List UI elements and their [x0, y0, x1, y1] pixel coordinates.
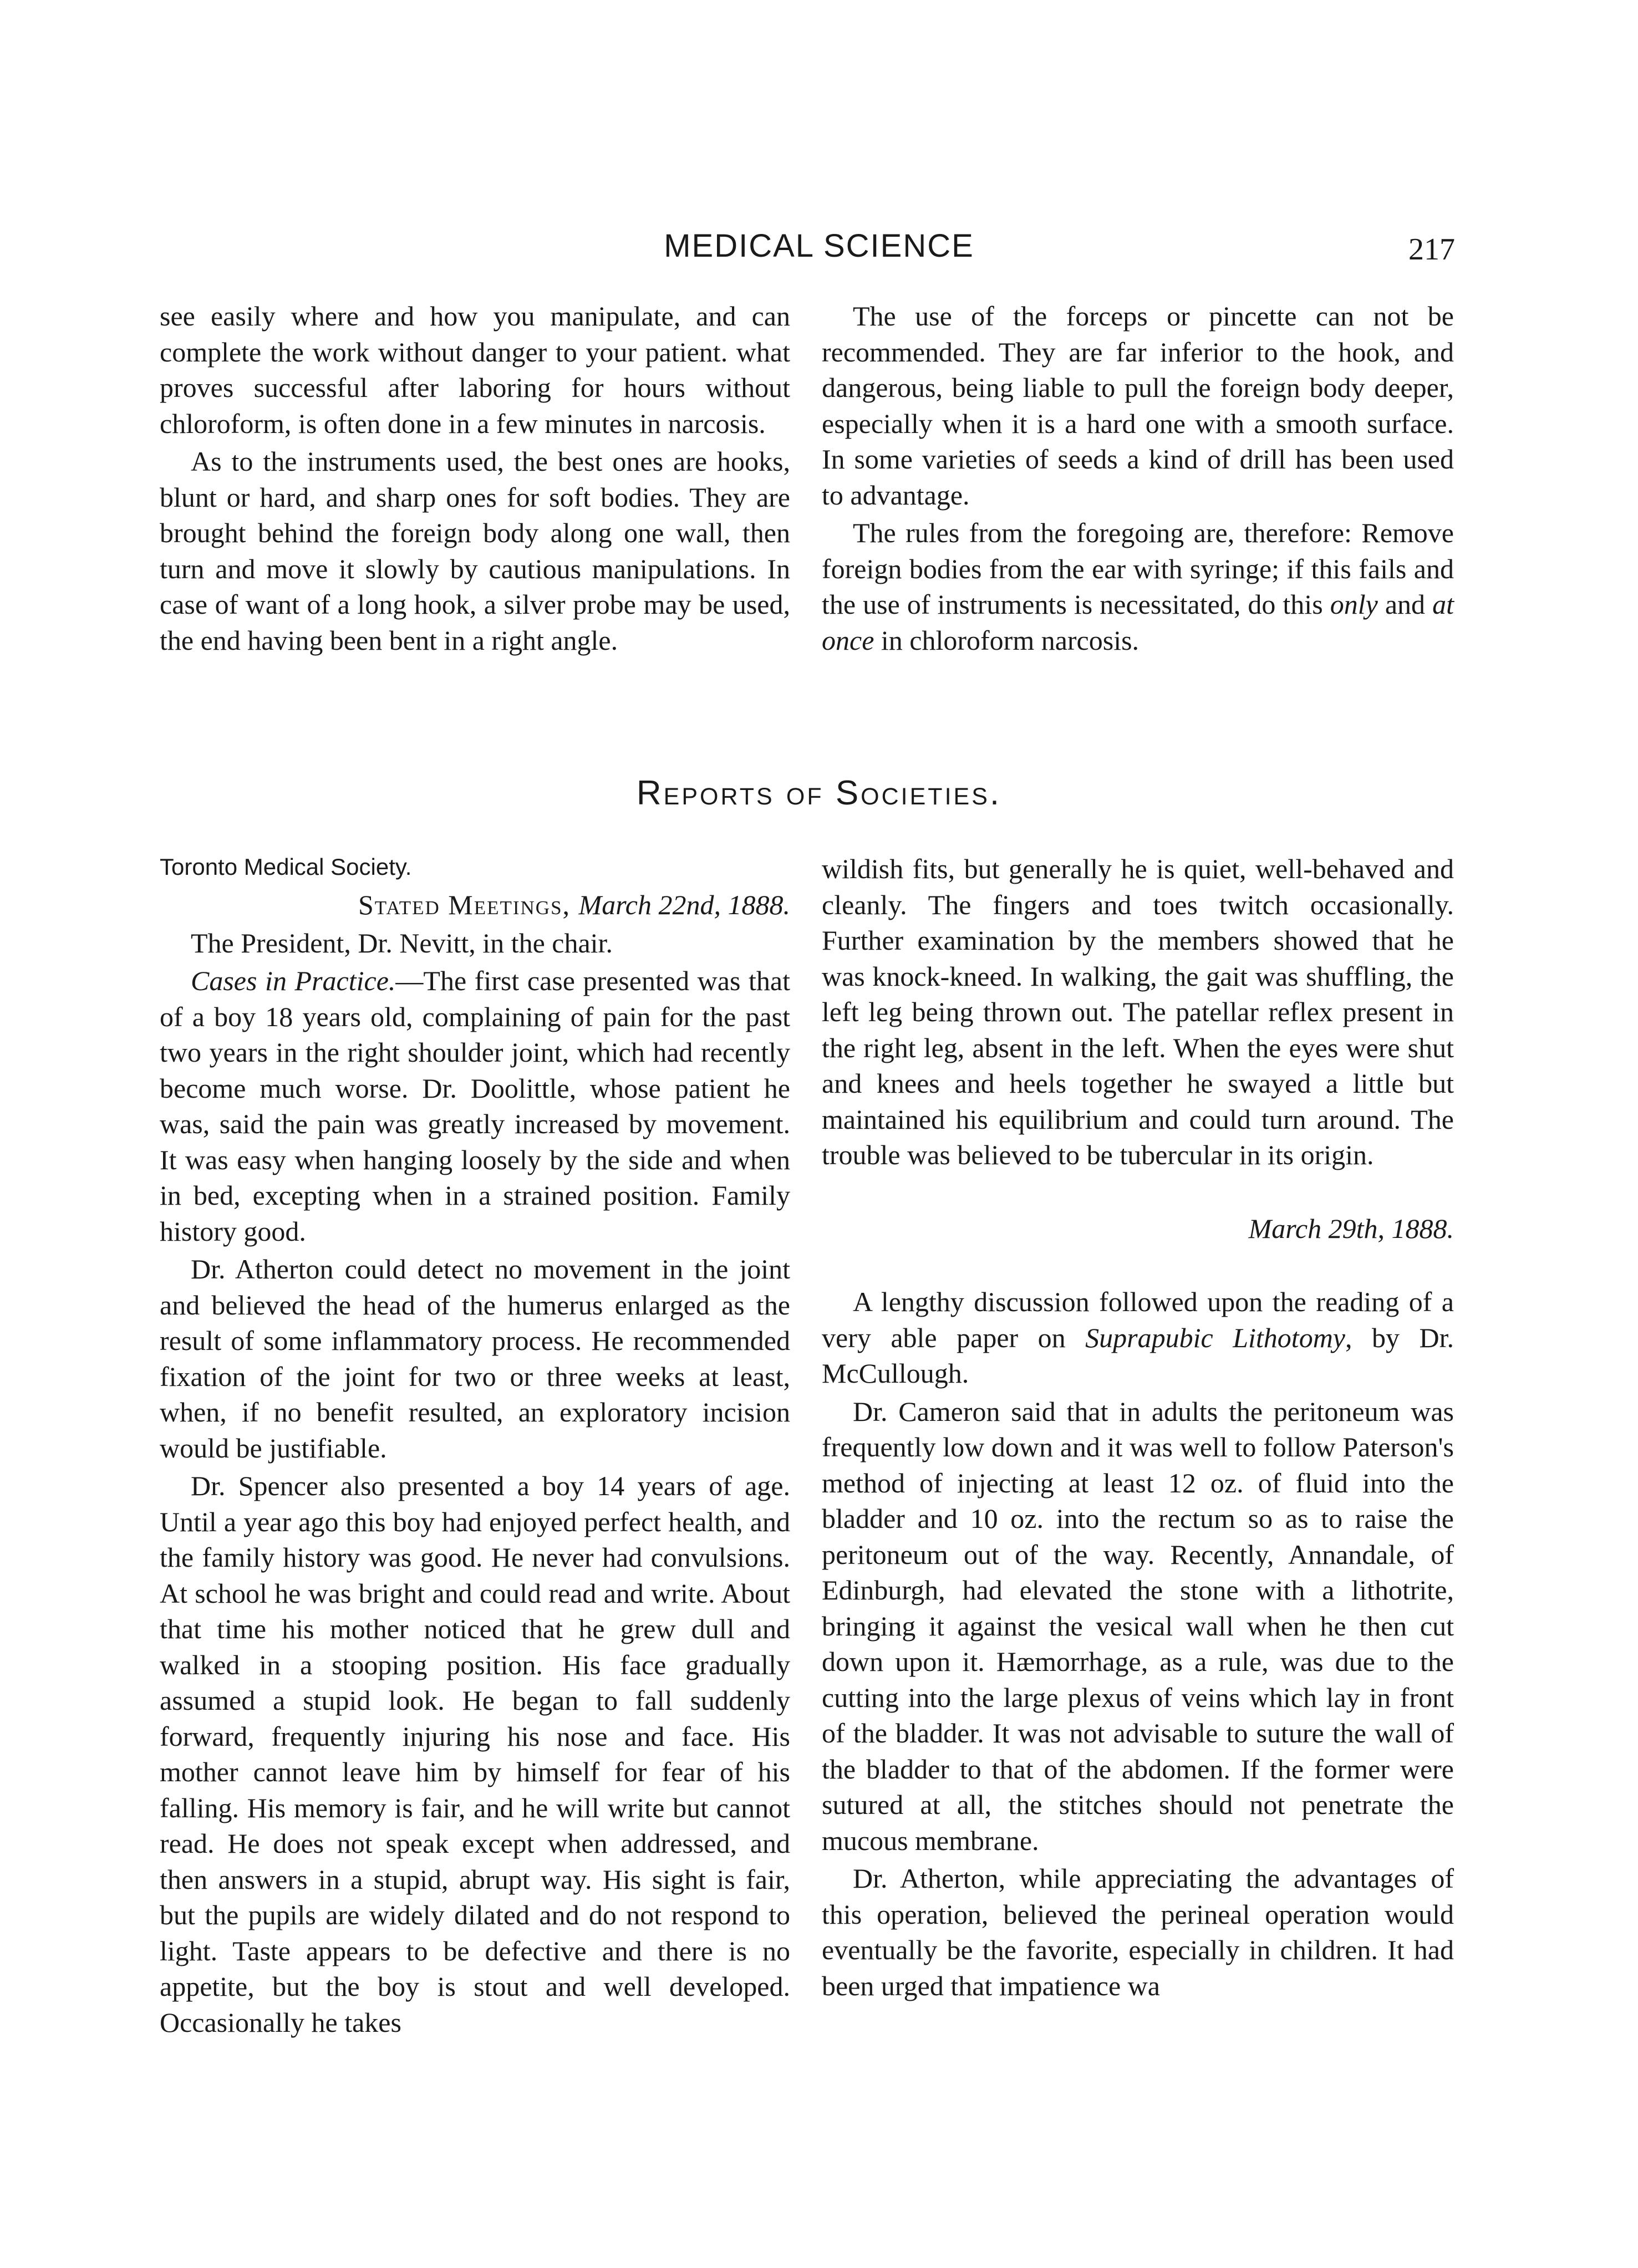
- text-run: Dr. Atherton could detect no movement in the joint and believed the head of the humerus enlarged as the result of some inflammatory process. He recommended fixation of the joint for two or three weeks at least, when, if no benefit resulted, an exploratory incision would be justifiable.: [160, 1253, 790, 1464]
- paragraph: [160, 1468, 790, 2040]
- text-run: Dr. Cameron said that in adults the peritoneum was frequently low down and it was well to follow Paterson's method of injecting at least 12 oz. of fluid into the bladder and 10 oz. into the rectum so as to raise the peritoneum out of the way. Recently, Annandale, of Edinburgh, had elevated the stone with a lithotrite, bringing it against the vesical wall when he then cut down upon it. Hæmorrhage, as a rule, was due to the cutting into the large plexus of veins which lay in front of the bladder. It was not advisable to suture the wall of the bladder to that of the abdomen. If the former were sutured at all, the stitches should not penetrate the mucous membrane.: [822, 1395, 1454, 1856]
- text-run: see easily where and how you manipulate, and can complete the work without danger to your patient. what proves successful after laboring for hours without chloroform, is often done in a few minutes in narcosis.: [160, 300, 790, 439]
- paragraph: [160, 298, 790, 441]
- section-title: Reports of Societies.: [636, 774, 1002, 812]
- text-run: A lengthy discussion followed upon the reading of a very able paper on: [822, 1286, 1454, 1353]
- paragraph: [160, 1251, 790, 1466]
- text-run: Dr. Atherton, while appreciating the advantages of this operation, believed the perineal operation would eventually be the favorite, especially in children. It had been urged that impatience wa: [822, 1863, 1454, 2001]
- text-run: in chloroform narcosis.: [874, 624, 1140, 656]
- paragraph: [160, 963, 790, 1249]
- paragraph: [822, 1861, 1454, 2004]
- text-run: The President, Dr. Nevitt, in the chair.: [191, 927, 613, 959]
- spacer: [822, 1248, 1454, 1284]
- italic-text: Cases in Practice.: [191, 965, 396, 996]
- text-run: —The first case presented was that of a boy 18 years old, complaining of pain for the past two years in the right shoulder joint, which had recently become much worse. Dr. Doolittle, whose patient he was, said the pain was greatly increased by movement. It was easy when hanging loosely by the side and when in bed, excepting when in a strained position. Family history good.: [160, 965, 790, 1247]
- paragraph: [160, 925, 790, 961]
- paragraph: [822, 1211, 1454, 1247]
- running-head-title: MEDICAL SCIENCE: [664, 228, 974, 264]
- text-run: and: [1377, 589, 1433, 620]
- paragraph: [822, 515, 1454, 658]
- text-run: Stated Meetings,: [358, 889, 579, 920]
- text-run: , by Dr. McCullough.: [822, 1322, 1454, 1389]
- society-heading: Toronto Medical Society.: [160, 854, 412, 880]
- bottom-right-column: [822, 851, 1454, 2006]
- text-run: Dr. Spencer also presented a boy 14 years of age. Until a year ago this boy had enjoyed perfect health, and the family history was good. He never had convulsions. At school he was bright and could read and write. About that time his mother noticed that he grew dull and walked in a stooping position. His face gradually assumed a stupid look. He began to fall suddenly forward, frequently injuring his nose and face. His mother cannot leave him by himself for fear of his falling. His memory is fair, and he will write but cannot read. He does not speak except when addressed, and then answers in a stupid, abrupt way. His sight is fair, but the pupils are widely dilated and do not respond to light. Taste appears to be defective and there is no appetite, but the boy is stout and well developed. Occasionally he takes: [160, 1470, 790, 2038]
- page-number: 217: [1408, 232, 1455, 267]
- text-run: As to the instruments used, the best ones are hooks, blunt or hard, and sharp ones for soft bodies. They are brought behind the foreign body along one wall, then turn and move it slowly by cautious manipulations. In case of want of a long hook, a silver probe may be used, the end having been bent in a right angle.: [160, 446, 790, 656]
- paragraph: [822, 1394, 1454, 1859]
- top-right-column: [822, 298, 1454, 660]
- italic-text: at once: [822, 589, 1454, 656]
- italic-text: March 29th, 1888.: [1248, 1212, 1454, 1244]
- spacer: [822, 1175, 1454, 1211]
- paragraph: [160, 887, 790, 923]
- text-run: The rules from the foregoing are, therefore: Remove foreign bodies from the ear with syringe; if this fails and the use of instruments is necessitated, do this: [822, 517, 1454, 620]
- italic-text: March 22nd, 1888.: [578, 889, 790, 920]
- paragraph: [822, 851, 1454, 1173]
- italic-text: only: [1330, 589, 1378, 620]
- top-left-column: [160, 298, 790, 660]
- text-run: wildish fits, but generally he is quiet, well-behaved and cleanly. The fingers and toes twitch occasionally. Further examination by the members showed that he was knock-kneed. In walking, the gait was shuffling, the left leg being thrown out. The patellar reflex present in the right leg, absent in the left. When the eyes were shut and knees and heels together he swayed a little but maintained his equilibrium and could turn around. The trouble was believed to be tubercular in its origin.: [822, 853, 1454, 1170]
- paragraph: [160, 444, 790, 658]
- text-run: The use of the forceps or pincette can not be recommended. They are far inferior to the hook, and dangerous, being liable to pull the foreign body deeper, especially when it is a hard one with a smooth surface. In some varieties of seeds a kind of drill has been used to advantage.: [822, 300, 1454, 511]
- paragraph: [822, 1284, 1454, 1392]
- italic-text: Suprapubic Lithotomy: [1085, 1322, 1345, 1353]
- bottom-left-column: [160, 887, 790, 2042]
- paragraph: [822, 298, 1454, 513]
